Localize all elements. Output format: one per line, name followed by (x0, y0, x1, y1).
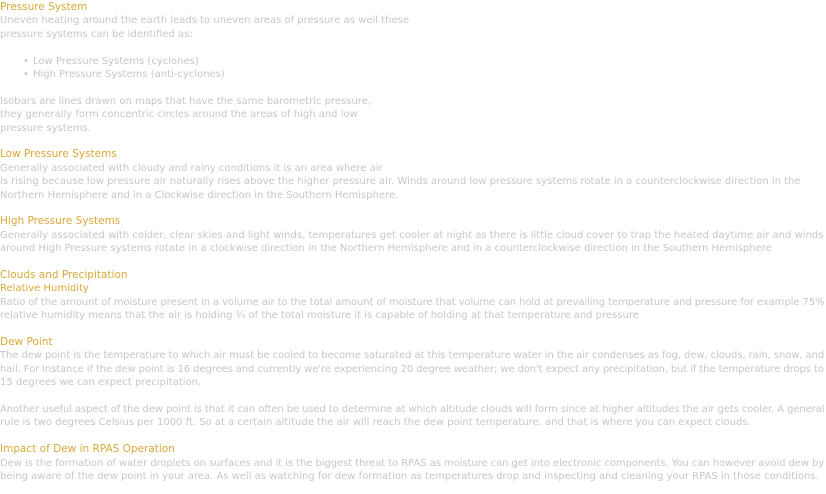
isobars-line-2: they generally form concentric circles around the areas of high and low (0, 109, 358, 121)
isobars-line-3: pressure systems. (0, 122, 91, 134)
pressure-system-intro-line-1: Uneven heating around the earth leads to uneven areas of pressure as well these (0, 15, 409, 27)
pressure-system-list (0, 55, 826, 82)
relative-humidity-line-2: relative humidity means that the air is holding ¾ of the total moisture it is capable of holding at that temperature and pressure (0, 310, 639, 322)
low-pressure-line-3: Northern Hemisphere and in a Clockwise direction in the Southern Hemisphere. (0, 189, 399, 201)
list-item-high-pressure: • High Pressure Systems (anti-cyclones) (33, 68, 826, 81)
dew-point-line-3: 15 degrees we can expect precipitation. (0, 377, 202, 389)
low-pressure-line-2: is rising because low pressure air naturally rises above the higher pressure air. Winds around low pressure systems rotate in a counterclockwise direction in the (0, 176, 801, 188)
impact-line-1: Dew is the formation of water droplets on surfaces and it is the biggest threat to RPAS as moisture can get into electronic components. You can however avoid dew by (0, 457, 825, 469)
impact-line-2: being aware of the dew point in your area. As well as watching for dew formation as temperatures drop and inspecting and cleaning your RPAS in those conditions. (0, 471, 819, 483)
pressure-system-intro-line-2: pressure systems can be identified as: (0, 28, 193, 40)
low-pressure-heading: Low Pressure Systems (0, 148, 117, 161)
document (0, 1, 826, 484)
relative-humidity-subheading: Relative Humidity (0, 283, 89, 295)
dew-point-line-2: hail. For instance if the dew point is 16 degrees and currently we're experiencing 20 degree weather; we don't expect any precipitation, but if the temperature drops to (0, 363, 824, 375)
clouds-heading: Clouds and Precipitation (0, 269, 128, 282)
dew-point-heading: Dew Point (0, 336, 53, 349)
relative-humidity-line-1: Ratio of the amount of moisture present in a volume air to the total amount of moisture that volume can hold at prevailing temperature and pressure for example 75% (0, 296, 825, 308)
dew-point-altitude-line-1: Another useful aspect of the dew point is that it can often be used to determine at which altitude clouds will form since at higher altitudes the air gets cooler. A general (0, 404, 825, 416)
list-item-low-pressure: • Low Pressure Systems (cyclones) (33, 55, 826, 68)
high-pressure-heading: High Pressure Systems (0, 215, 121, 228)
low-pressure-line-1: Generally associated with cloudy and rainy conditions it is an area where air (0, 162, 383, 174)
pressure-system-heading: Pressure System (0, 1, 88, 13)
dew-point-line-1: The dew point is the temperature to which air must be cooled to become saturated at this temperature water in the air condenses as fog, dew, clouds, rain, snow, and (0, 350, 825, 362)
high-pressure-line-1: Generally associated with colder, clear skies and light winds, temperatures get cooler at night as there is little cloud cover to trap the heated daytime air and winds (0, 229, 824, 241)
dew-point-altitude-line-2: rule is two degrees Celsius per 1000 ft. So at a certain altitude the air will reach the dew point temperature, and that is where you can expect clouds. (0, 417, 751, 429)
impact-heading: Impact of Dew in RPAS Operation (0, 443, 175, 456)
high-pressure-line-2: around High Pressure systems rotate in a clockwise direction in the Northern Hemisphere and in a counterclockwise direction in the Southern Hemisphere (0, 243, 772, 255)
isobars-line-1: Isobars are lines drawn on maps that have the same barometric pressure, (0, 95, 372, 107)
